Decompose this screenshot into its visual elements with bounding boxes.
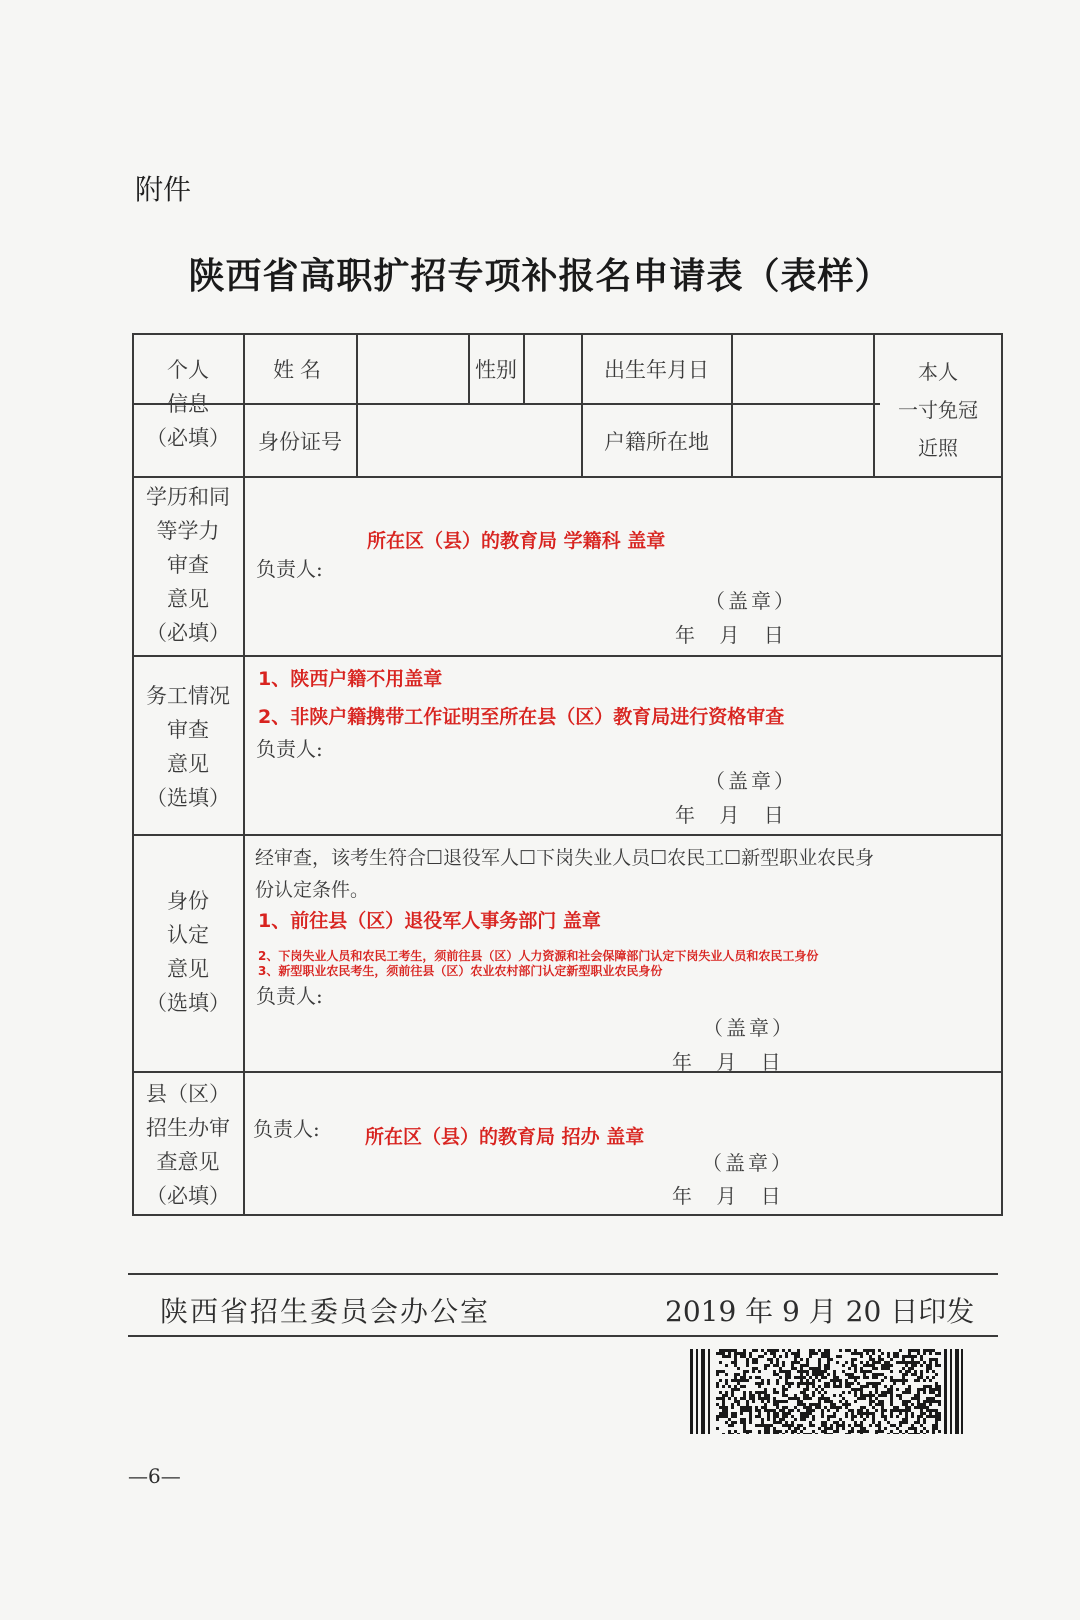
barcode-image <box>690 1349 965 1434</box>
id-field[interactable] <box>358 405 580 476</box>
footer-bottom-rule <box>128 1335 998 1337</box>
identity-red-note-1: 1、前往县（区）退役军人事务部门 盖章 <box>258 910 601 932</box>
work-red-note-2: 2、非陕户籍携带工作证明至所在县（区）教育局进行资格审查 <box>258 706 785 728</box>
identity-date: 年 月 日 <box>672 1050 781 1074</box>
name-field[interactable] <box>358 335 467 403</box>
education-responsible: 负责人: <box>256 557 323 581</box>
issuer-name: 陕西省招生委员会办公室 <box>160 1295 491 1328</box>
issue-date: 2019 年 9 月 20 日印发 <box>665 1295 975 1328</box>
footer-top-rule <box>128 1273 998 1275</box>
county-date: 年 月 日 <box>672 1184 781 1208</box>
county-responsible: 负责人: <box>253 1117 320 1141</box>
work-seal: （盖章） <box>705 769 797 793</box>
county-seal: （盖章） <box>702 1151 794 1175</box>
page-title: 陕西省高职扩招专项补报名申请表（表样） <box>188 256 892 297</box>
birth-field[interactable] <box>733 335 872 403</box>
hukou-field[interactable] <box>733 405 872 476</box>
identity-text-line-2: 份认定条件。 <box>255 879 370 901</box>
work-red-note-1: 1、陕西户籍不用盖章 <box>258 668 443 690</box>
birth-label: 出生年月日 <box>604 358 709 382</box>
identity-red-note-2: 2、下岗失业人员和农民工考生，须前往县（区）人力资源和社会保障部门认定下岗失业人员和农民工身份 <box>258 949 819 963</box>
education-red-note: 所在区（县）的教育局 学籍科 盖章 <box>367 530 666 552</box>
work-responsible: 负责人: <box>256 737 323 761</box>
personal-section-label: 个人 信息 （必填） <box>146 358 230 450</box>
work-section-label: 务工情况 审查 意见 （选填） <box>146 684 230 810</box>
identity-responsible: 负责人: <box>256 984 323 1008</box>
identity-section-label: 身份 认定 意见 （选填） <box>146 889 230 1015</box>
name-label: 姓名 <box>273 358 327 382</box>
work-date: 年 月 日 <box>675 803 784 827</box>
identity-red-note-3: 3、新型职业农民考生，须前往县（区）农业农村部门认定新型职业农民身份 <box>258 964 663 978</box>
hukou-label: 户籍所在地 <box>604 429 709 454</box>
page-number: —6— <box>128 1464 181 1488</box>
identity-seal: （盖章） <box>703 1016 795 1040</box>
identity-text-line-1: 经审查，该考生符合☐退役军人☐下岗失业人员☐农民工☐新型职业农民身 <box>255 847 875 869</box>
id-label: 身份证号 <box>258 429 342 454</box>
gender-field[interactable] <box>525 335 580 403</box>
photo-label: 本人 一寸免冠 近照 <box>898 360 978 460</box>
gender-label: 性别 <box>475 358 517 382</box>
county-section-label: 县（区） 招生办审 查意见 （必填） <box>146 1082 230 1208</box>
education-seal: （盖章） <box>705 589 797 613</box>
county-red-note: 所在区（县）的教育局 招办 盖章 <box>365 1126 645 1148</box>
attachment-label: 附件 <box>135 173 192 206</box>
education-section-label: 学历和同 等学力 审查 意见 （必填） <box>146 485 230 645</box>
education-date: 年 月 日 <box>675 623 784 647</box>
